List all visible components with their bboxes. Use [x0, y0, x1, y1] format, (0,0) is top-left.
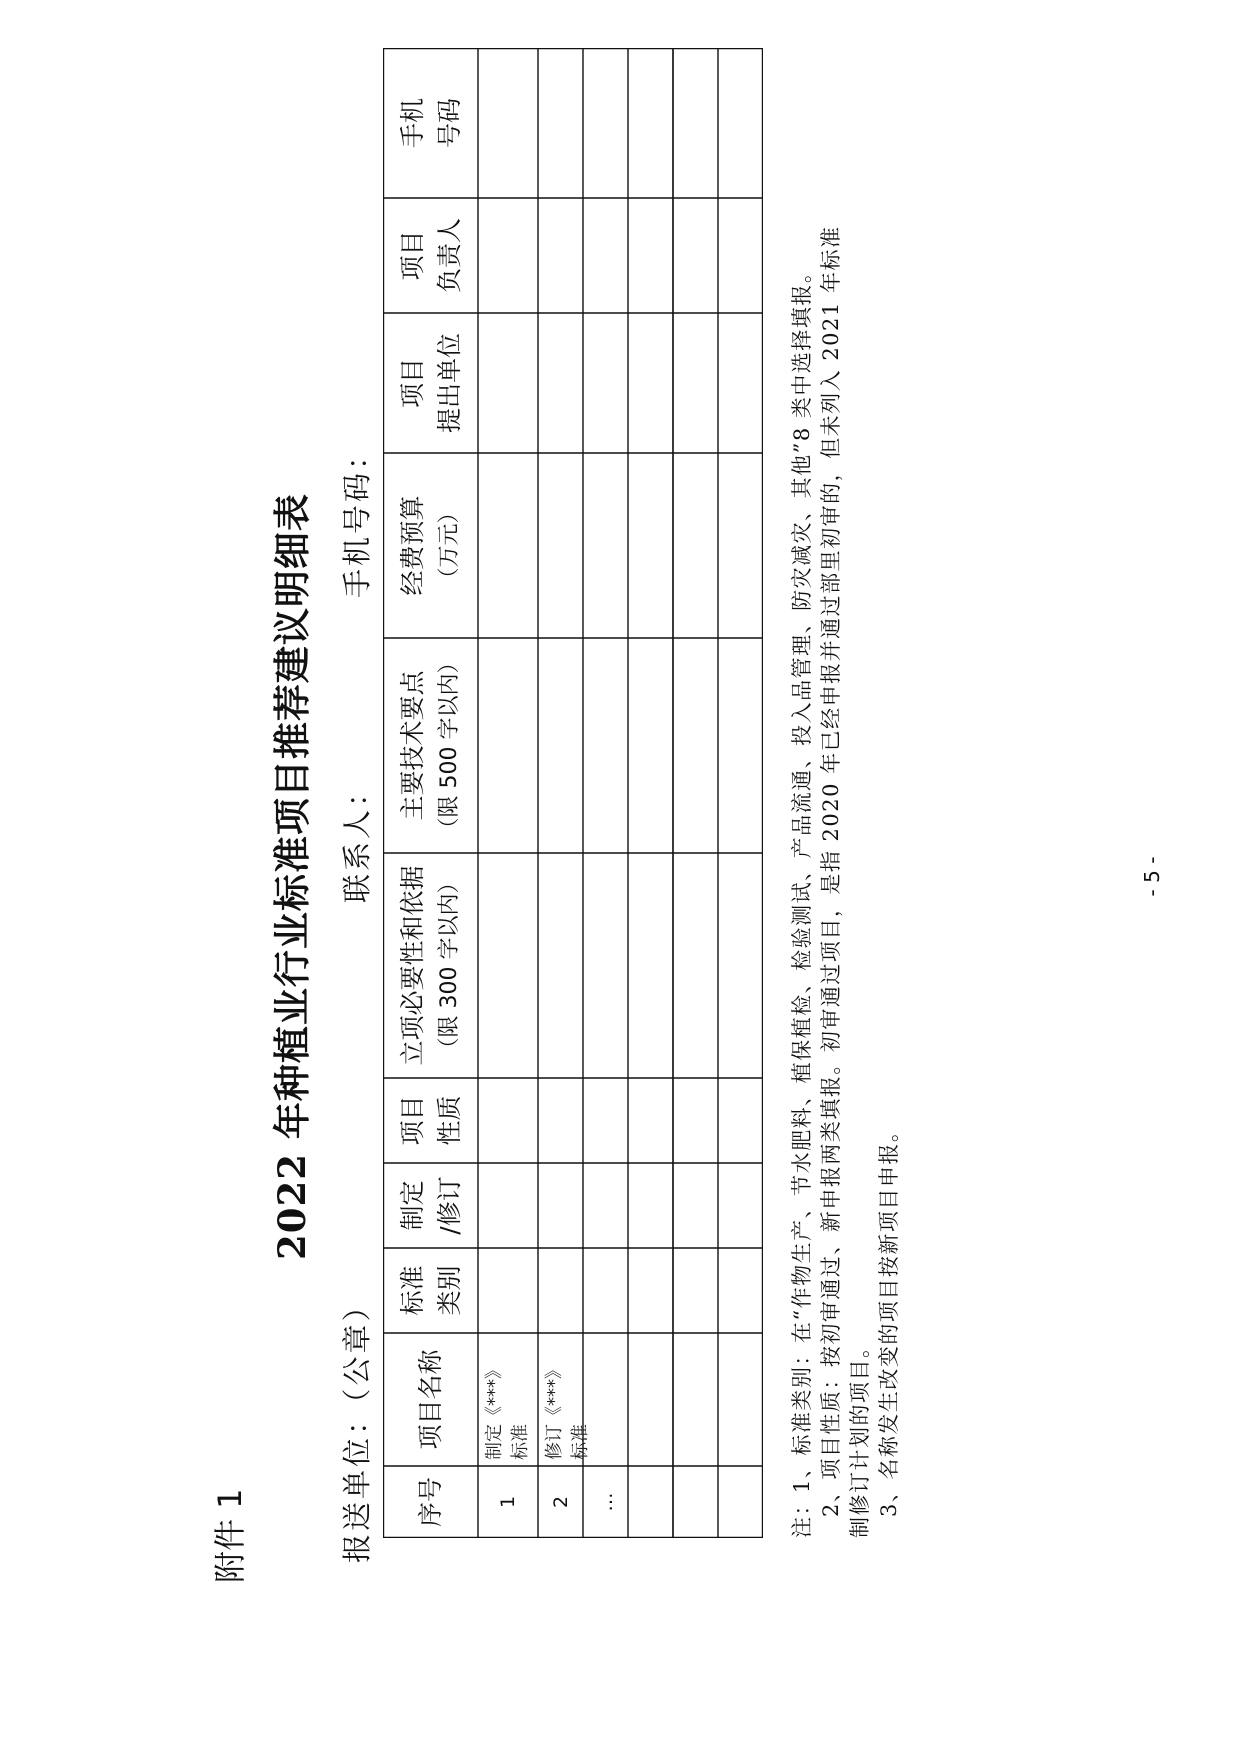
- project-name-line: 标准: [510, 1424, 531, 1460]
- header-proposing-unit: [383, 313, 478, 453]
- header-text: /修订: [434, 1176, 464, 1235]
- phone-label: 手机号码：: [340, 437, 374, 598]
- project-name-cell: [542, 1337, 594, 1460]
- header-text: 主要技术要点: [397, 670, 427, 821]
- header-key-tech-points: [383, 638, 478, 853]
- header-project-lead: [383, 198, 478, 313]
- note-2-continued: 制修订计划的项目。: [848, 1335, 872, 1538]
- header-standard-category: [383, 1248, 478, 1333]
- header-text: 立项必要性和依据: [397, 865, 427, 1066]
- project-name-line: 修订《***》: [544, 1361, 565, 1460]
- document-title: 2022 年种植业行业标准项目推荐建议明细表: [270, 493, 314, 1260]
- row-number: …: [594, 1492, 617, 1512]
- row-number: [628, 1466, 673, 1538]
- header-seq: [383, 1466, 478, 1538]
- attachment-label: 附件 1: [211, 1488, 249, 1583]
- row-number: 1: [497, 1495, 519, 1509]
- header-necessity-basis: [383, 853, 478, 1078]
- page-number: - 5 -: [1140, 856, 1164, 897]
- header-text: 标准: [397, 1265, 427, 1316]
- notes-block: [788, 8, 904, 1538]
- header-budget: [383, 453, 478, 638]
- header-text: 制定: [397, 1180, 427, 1231]
- header-establish-revise: [383, 1163, 478, 1248]
- header-text: 项目: [397, 230, 427, 281]
- header-text: （万元）: [436, 501, 462, 590]
- project-name-line: 制定《***》: [484, 1361, 505, 1460]
- note-2: 2、项目性质：按初审通过、新申报两类填报。初审通过项目，是指 2020 年已经申报并通过部里初审的，但未列入 2021 年标准: [819, 225, 843, 1517]
- note-1: 注：1、标准类别：在“作物生产、节水肥料、植保植检、检验测试、产品流通、投入品管理、防灾减灾、其他”8 类中选择填报。: [790, 260, 814, 1538]
- row-number: 2: [549, 1495, 572, 1509]
- header-text: 经费预算: [397, 495, 427, 596]
- project-name-line: 标准: [570, 1424, 591, 1460]
- header-text: （限 300 字以内）: [436, 871, 462, 1060]
- header-text: 手机: [397, 98, 427, 149]
- header-text: 项目名称: [416, 1349, 445, 1450]
- header-text: （限 500 字以内）: [436, 651, 462, 840]
- header-text: 类别: [434, 1265, 464, 1316]
- project-name-cell: [482, 1337, 534, 1460]
- header-project-name: [383, 1333, 478, 1466]
- header-text: 提出单位: [434, 333, 464, 434]
- header-mobile-number: [383, 48, 478, 198]
- project-table: [383, 48, 763, 1538]
- header-text: 性质: [434, 1095, 464, 1146]
- header-project-nature: [383, 1078, 478, 1163]
- header-text: 负责人: [434, 218, 464, 294]
- header-text: 项目: [397, 1095, 427, 1146]
- header-text: 项目: [397, 358, 427, 409]
- note-3: 3、名称发生改变的项目按新项目申报。: [877, 1119, 901, 1517]
- contact-label: 联系人：: [340, 774, 374, 903]
- header-text: 号码: [434, 98, 464, 149]
- header-text: 序号: [416, 1477, 445, 1528]
- submit-unit-label: 报送单位：（公章）: [340, 1289, 374, 1563]
